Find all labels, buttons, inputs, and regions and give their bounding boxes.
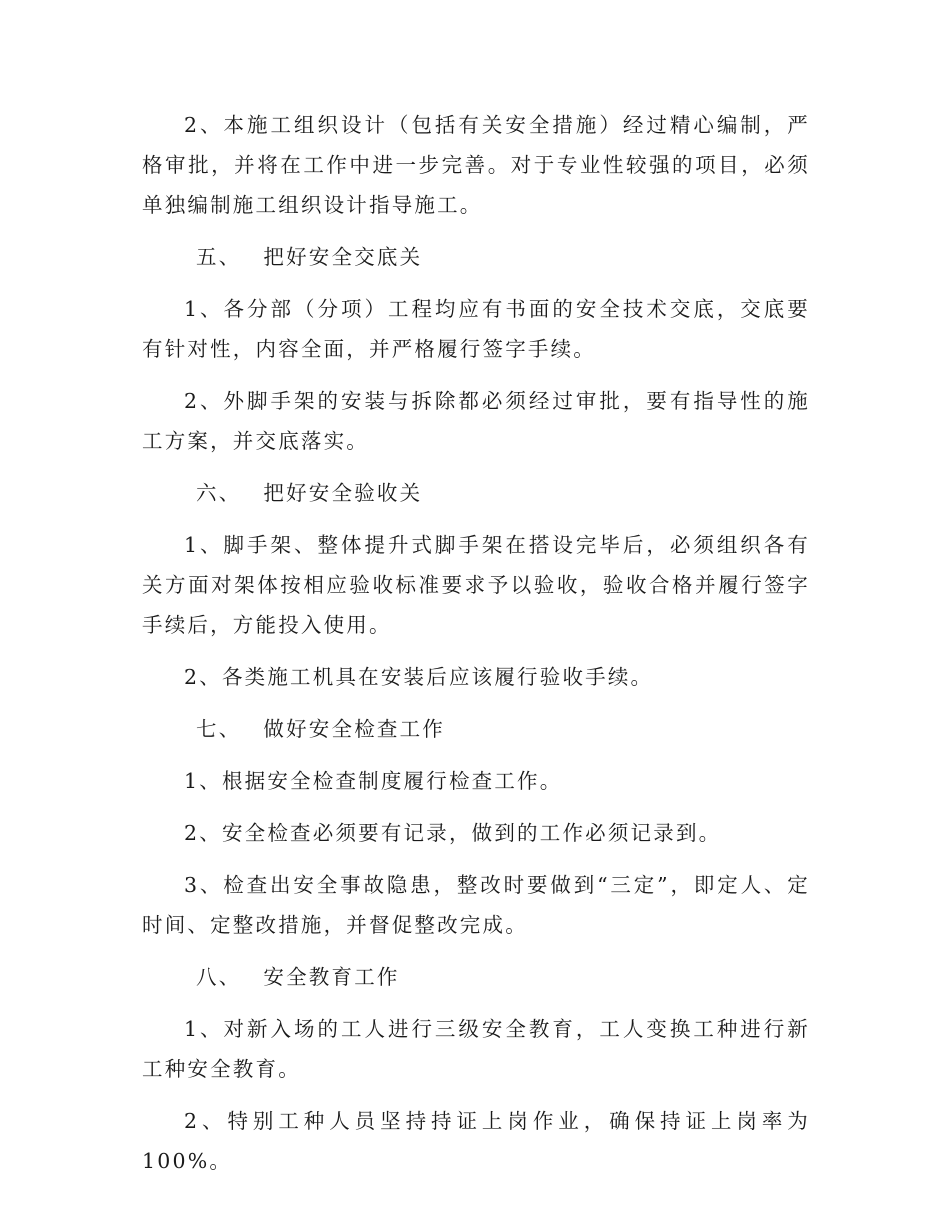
section-heading <box>142 237 810 277</box>
paragraph: 1、根据安全检查制度履行检查工作。 <box>184 769 563 793</box>
section-heading <box>142 709 810 749</box>
paragraph: 2、特别工种人员坚持持证上岗作业，确保持证上岗率为100%。 <box>142 1109 810 1173</box>
section-title: 把好安全交底关 <box>263 245 423 269</box>
section-heading <box>142 473 810 513</box>
section-title: 做好安全检查工作 <box>263 717 446 741</box>
document-body <box>142 105 810 1193</box>
paragraph: 2、本施工组织设计（包括有关安全措施）经过精心编制，严格审批，并将在工作中进一步完善。对于专业性较强的项目，必须单独编制施工组织设计指导施工。 <box>142 113 810 217</box>
section-title: 把好安全验收关 <box>263 481 423 505</box>
paragraph: 1、对新入场的工人进行三级安全教育，工人变换工种进行新工种安全教育。 <box>142 1017 810 1081</box>
paragraph: 1、脚手架、整体提升式脚手架在搭设完毕后，必须组织各有关方面对架体按相应验收标准要求予以验收，验收合格并履行签字手续后，方能投入使用。 <box>142 533 810 637</box>
section-number: 七、 <box>196 717 242 741</box>
section-number: 五、 <box>196 245 242 269</box>
paragraph: 2、安全检查必须要有记录，做到的工作必须记录到。 <box>184 821 722 845</box>
section-heading <box>142 957 810 997</box>
paragraph: 3、检查出安全事故隐患，整改时要做到“三定”，即定人、定时间、定整改措施，并督促整改完成。 <box>142 873 810 937</box>
section-number: 八、 <box>196 965 242 989</box>
section-number: 六、 <box>196 481 242 505</box>
paragraph: 2、外脚手架的安装与拆除都必须经过审批，要有指导性的施工方案，并交底落实。 <box>142 389 810 453</box>
paragraph: 1、各分部（分项）工程均应有书面的安全技术交底，交底要有针对性，内容全面，并严格履行签字手续。 <box>142 297 810 361</box>
paragraph: 2、各类施工机具在安装后应该履行验收手续。 <box>184 665 654 689</box>
section-title: 安全教育工作 <box>263 965 400 989</box>
